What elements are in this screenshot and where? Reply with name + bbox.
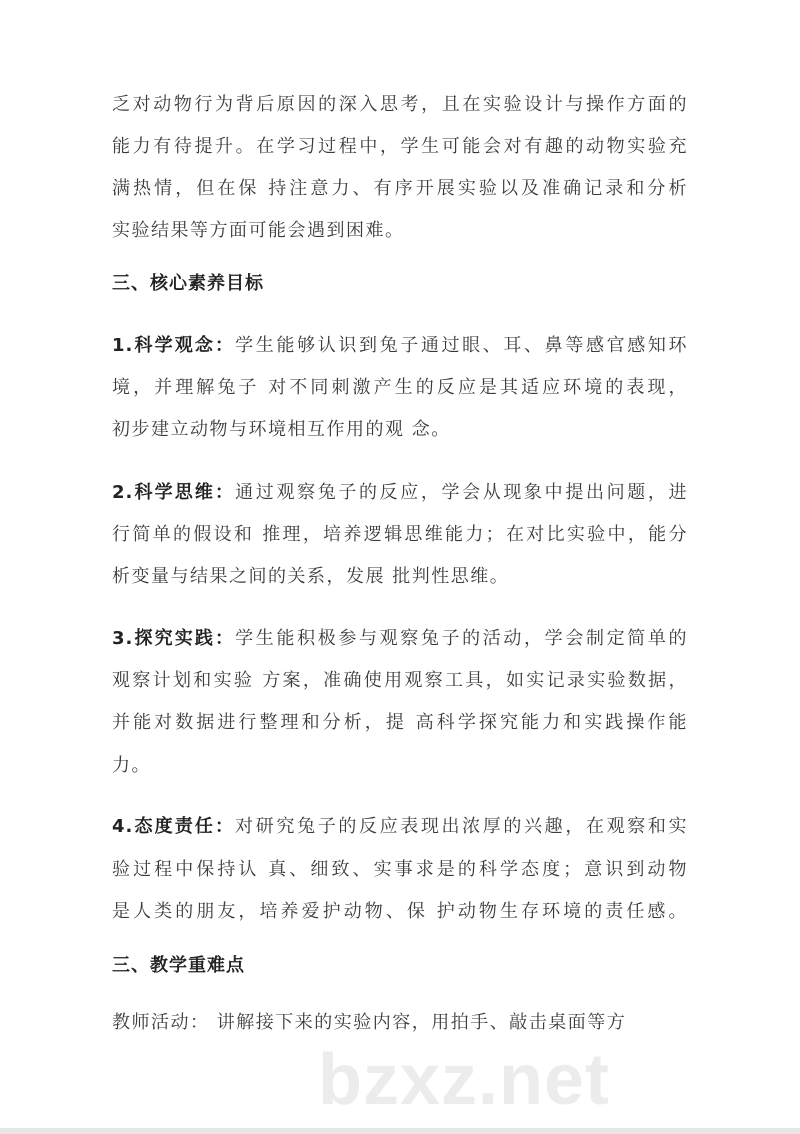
text-line: 行简单的假设和 推理，培养逻辑思维能力；在对比实验中，能分 <box>112 524 688 545</box>
text-line: 实验结果等方面可能会遇到困难。 <box>112 220 405 241</box>
text-line <box>112 815 688 839</box>
goal-label: 3.探究实践： <box>112 628 236 649</box>
text-line: 力。 <box>112 755 151 776</box>
text-line: 析变量与结果之间的关系，发展 批判性思维。 <box>112 566 510 587</box>
section-heading-core-goals: 三、核心素养目标 <box>112 273 264 294</box>
goal-text: 通过观察兔子的反应，学会从现象中提出问题，进 <box>235 482 688 503</box>
text-line: 境，并理解兔子 对不同刺激产生的反应是其适应环境的表现， <box>112 377 688 398</box>
text-line <box>112 627 688 651</box>
text-line: 观察计划和实验 方案，准确使用观察工具，如实记录实验数据， <box>112 670 688 691</box>
goal-label: 4.态度责任： <box>112 816 236 837</box>
text-line: 满热情，但在保 持注意力、有序开展实验以及准确记录和分析 <box>112 178 688 199</box>
watermark: bzxz.net <box>318 1040 611 1120</box>
goal-text: 学生能积极参与观察兔子的活动，学会制定简单的 <box>235 628 688 649</box>
goal-label: 1.科学观念： <box>112 335 236 356</box>
text-line: 验过程中保持认 真、细致、实事求是的科学态度；意识到动物 <box>112 859 688 880</box>
section-heading-key-points: 三、教学重难点 <box>112 955 245 976</box>
text-line: 乏对动物行为背后原因的深入思考，且在实验设计与操作方面的 <box>112 94 688 115</box>
text-line <box>112 334 688 358</box>
text-line: 并能对数据进行整理和分析，提 高科学探究能力和实践操作能 <box>112 712 688 733</box>
goal-text: 对研究兔子的反应表现出浓厚的兴趣，在观察和实 <box>235 816 688 837</box>
goal-text: 学生能够认识到兔子通过眼、耳、鼻等感官感知环 <box>235 335 688 356</box>
text-line: 能力有待提升。在学习过程中，学生可能会对有趣的动物实验充 <box>112 136 688 157</box>
text-line: 是人类的朋友，培养爱护动物、保 护动物生存环境的责任感。 <box>112 901 688 922</box>
text-line: 初步建立动物与环境相互作用的观 念。 <box>112 419 451 440</box>
text-line <box>112 481 688 505</box>
teacher-activity-text: 教师活动： 讲解接下来的实验内容，用拍手、敲击桌面等方 <box>112 1012 627 1033</box>
page-bottom-edge <box>0 1128 800 1134</box>
goal-label: 2.科学思维： <box>112 482 236 503</box>
